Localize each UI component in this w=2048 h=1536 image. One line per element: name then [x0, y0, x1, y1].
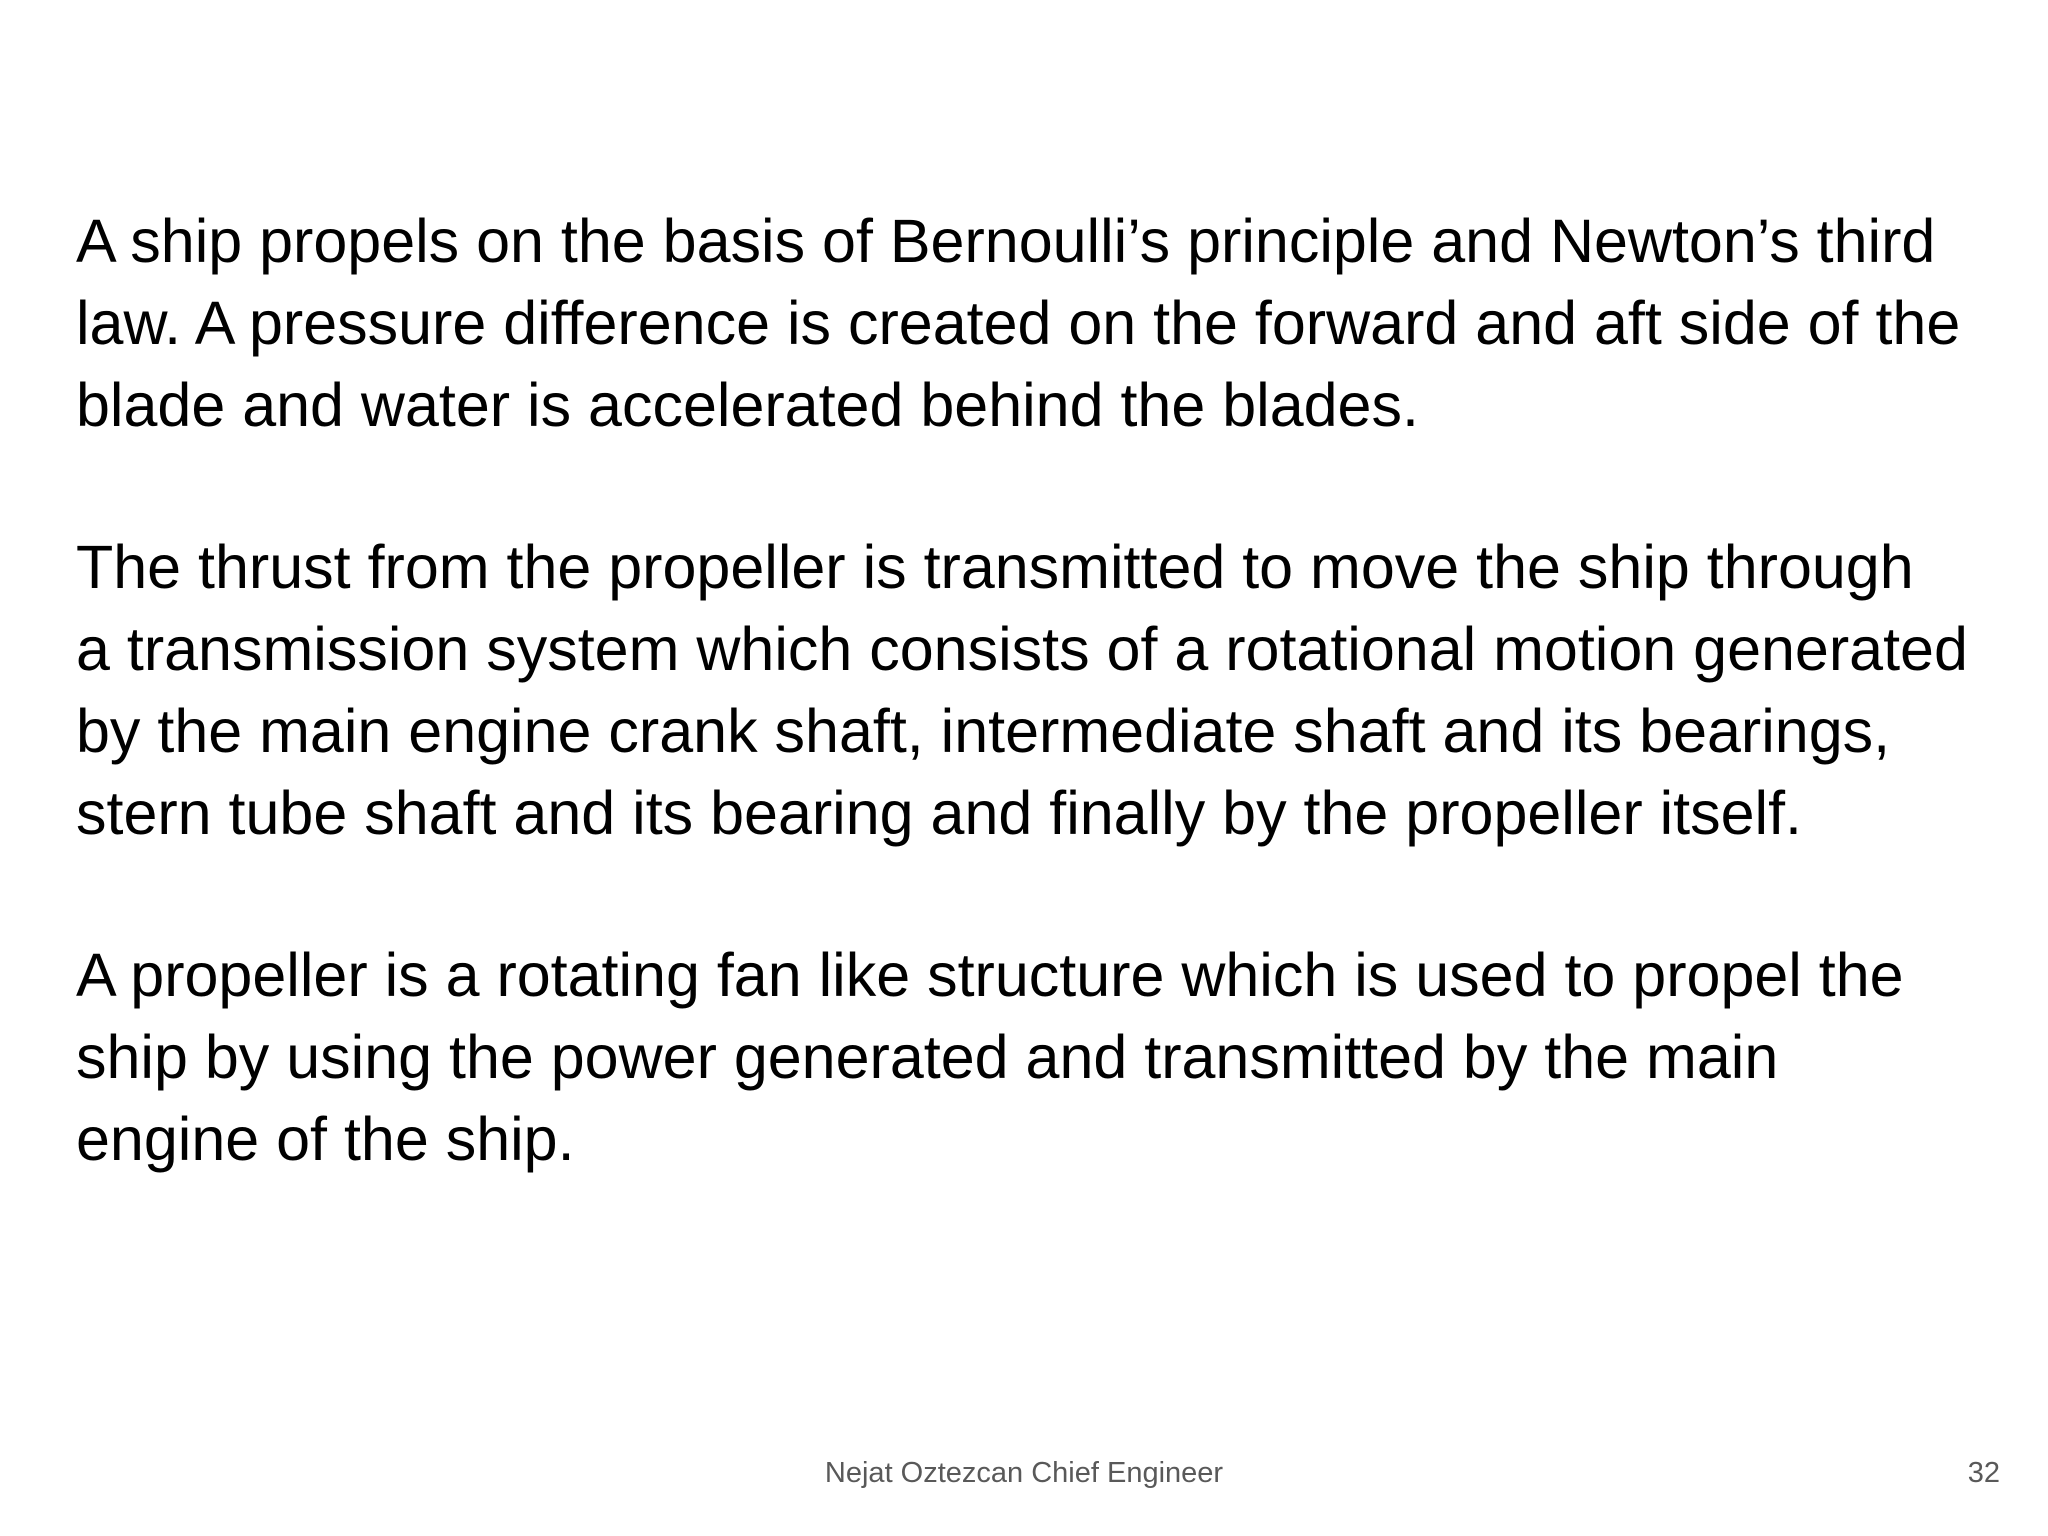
footer-author: Nejat Oztezcan Chief Engineer — [824, 1457, 1224, 1489]
paragraph-propeller-definition — [76, 934, 2036, 1180]
paragraph-thrust-transmission — [76, 526, 2036, 854]
text-line: The thrust from the propeller is transmitted to move the ship through — [76, 533, 1914, 601]
text-line: engine of the ship. — [76, 1105, 575, 1173]
text-line: a transmission system which consists of a rotational motion generated — [76, 615, 1968, 683]
paragraph-bernoulli-newton — [76, 200, 2036, 446]
text-line: A propeller is a rotating fan like structure which is used to propel the — [76, 941, 1904, 1009]
text-line: stern tube shaft and its bearing and finally by the propeller itself. — [76, 779, 1802, 847]
slide-body — [76, 200, 2036, 1260]
text-line: by the main engine crank shaft, intermediate shaft and its bearings, — [76, 697, 1891, 765]
text-line: blade and water is accelerated behind the blades. — [76, 371, 1419, 439]
text-line: law. A pressure difference is created on the forward and aft side of the — [76, 289, 1961, 357]
slide-page-number: 32 — [1967, 1457, 2000, 1489]
text-line: A ship propels on the basis of Bernoulli’s principle and Newton’s third — [76, 207, 1936, 275]
text-line: ship by using the power generated and transmitted by the main — [76, 1023, 1779, 1091]
